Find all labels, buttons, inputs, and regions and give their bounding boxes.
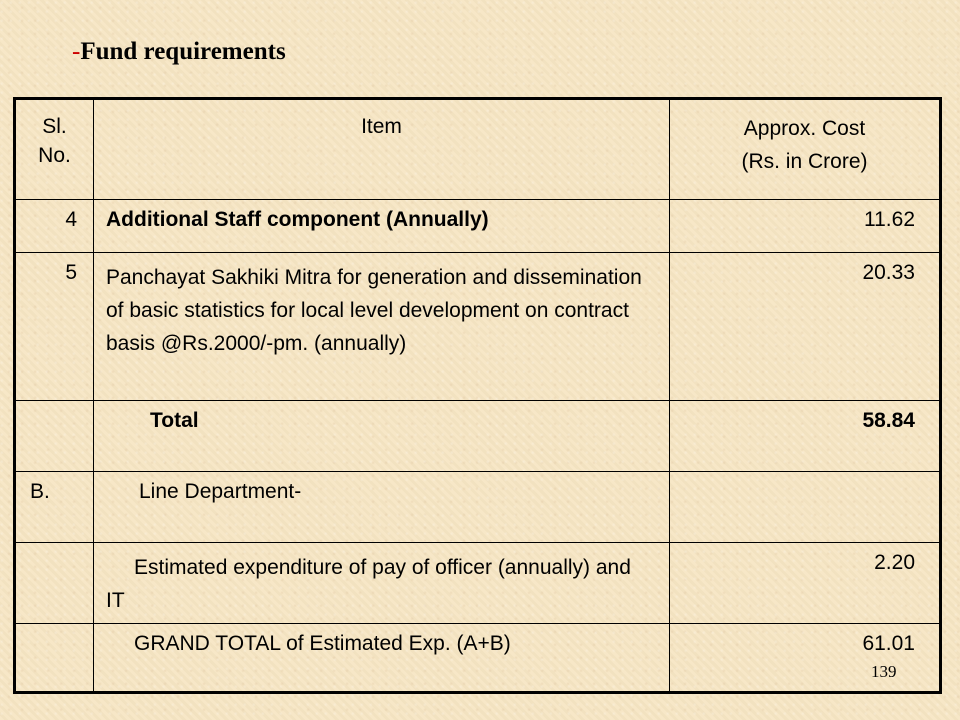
header-item <box>94 99 670 200</box>
title-text: Fund requirements <box>80 38 286 65</box>
row-item-section: Line Department- <box>94 472 670 543</box>
row-cost: 20.33 <box>670 253 941 401</box>
row-item-total: Total <box>94 401 670 472</box>
page-number: 139 <box>871 662 897 681</box>
header-sl-no <box>15 99 94 200</box>
header-cost-line1: Approx. Cost <box>743 117 866 140</box>
row-sl-no <box>15 401 94 472</box>
row-sl-no <box>15 624 94 693</box>
fund-requirements-table <box>13 97 942 694</box>
header-sl-no-label: Sl. No. <box>38 115 71 167</box>
row-item: Additional Staff component (Annually) <box>94 200 670 253</box>
header-item-label: Item <box>361 115 402 138</box>
table-row-total <box>15 401 941 472</box>
table-row-grand-total <box>15 624 941 693</box>
row-cost: 2.20 <box>670 543 941 624</box>
title-dash: - <box>72 38 81 65</box>
row-item: Estimated expenditure of pay of officer (annually) and IT <box>94 543 670 624</box>
header-cost-line2: (Rs. in Crore) <box>741 150 868 173</box>
header-cost <box>670 99 941 200</box>
row-sl-no: B. <box>15 472 94 543</box>
table-row-section <box>15 472 941 543</box>
row-item: Panchayat Sakhiki Mitra for generation and dissemination of basic statistics for local level development on contract basis @Rs.2000/-pm. (annually) <box>94 253 670 401</box>
row-sl-no <box>15 543 94 624</box>
row-item-grand-total: GRAND TOTAL of Estimated Exp. (A+B) <box>94 624 670 693</box>
row-cost-total: 58.84 <box>670 401 941 472</box>
row-sl-no: 4 <box>15 200 94 253</box>
row-cost <box>670 472 941 543</box>
row-cost: 11.62 <box>670 200 941 253</box>
table-header-row <box>15 99 941 200</box>
page-title <box>72 38 286 66</box>
row-cost-grand-total: 61.01 <box>670 624 941 693</box>
row-sl-no: 5 <box>15 253 94 401</box>
table-row <box>15 543 941 624</box>
table-row <box>15 200 941 253</box>
table-row <box>15 253 941 401</box>
